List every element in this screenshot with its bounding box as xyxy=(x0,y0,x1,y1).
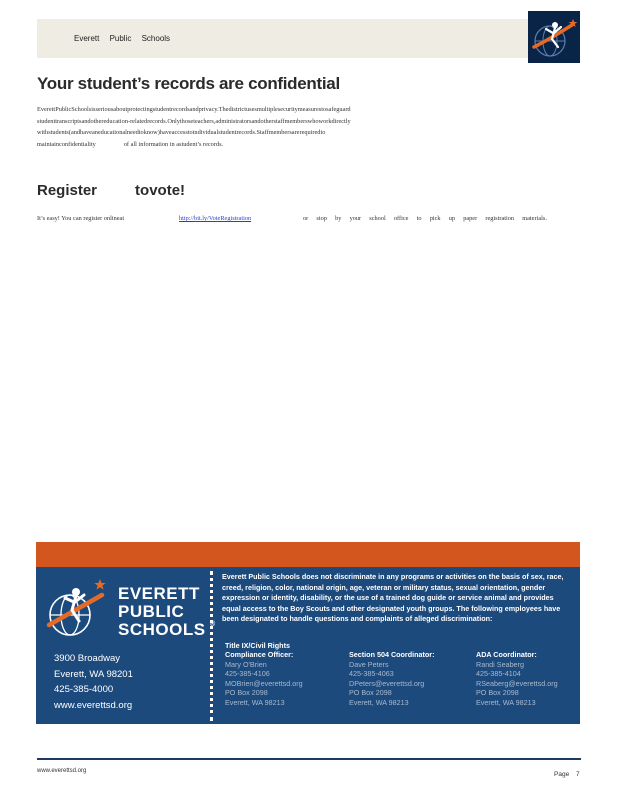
register-word: to xyxy=(416,215,422,222)
address-city: Everett, WA 98201 xyxy=(54,668,133,680)
logo-word-1: EVERETT xyxy=(118,584,200,603)
records-word: those xyxy=(179,117,194,125)
records-word: (and xyxy=(68,129,81,136)
records-word: individual xyxy=(192,129,219,136)
records-word: records. xyxy=(147,117,168,125)
records-word: is xyxy=(91,106,96,113)
records-line-4b: of all information in astudent’s records. xyxy=(123,140,224,148)
page-number xyxy=(554,771,580,778)
coordinator-1-title-line-2: Compliance Officer: xyxy=(225,650,294,659)
register-word: up xyxy=(448,215,456,222)
register-word: stop xyxy=(316,215,327,222)
records-word: have xyxy=(80,129,92,136)
records-word: to xyxy=(187,129,193,136)
records-word: protectingstudent xyxy=(127,106,171,113)
records-word: transcripts xyxy=(55,117,82,125)
register-word: by xyxy=(335,215,342,222)
records-word: The xyxy=(218,106,229,113)
records-word: know) xyxy=(143,129,160,136)
register-word: school xyxy=(369,215,386,222)
records-word: privacy. xyxy=(198,106,219,113)
nondiscrimination-panel xyxy=(36,567,580,724)
coordinator-1-box: PO Box 2098 xyxy=(225,688,268,698)
records-word: security xyxy=(277,106,298,113)
records-line-3 xyxy=(37,127,581,139)
coordinator-2-email[interactable]: DPeters@everettsd.org xyxy=(349,678,425,688)
logo-word-2: PUBLIC xyxy=(118,602,185,621)
records-word: Only xyxy=(167,117,180,125)
coordinator-3-phone: 425-385-4104 xyxy=(476,669,521,679)
header-breadcrumb: Everett Public Schools xyxy=(74,34,171,43)
records-word: with xyxy=(37,129,49,136)
footer-rule xyxy=(37,758,581,760)
address-website[interactable]: www.everettsd.org xyxy=(54,699,133,711)
globe-swoosh-icon xyxy=(528,11,580,63)
register-text-b xyxy=(303,215,547,222)
district-address xyxy=(54,651,133,713)
coordinator-1-title xyxy=(225,641,293,659)
page-label: Page xyxy=(554,771,570,778)
records-word: workdirectly xyxy=(318,117,351,125)
page-number-value: 7 xyxy=(576,771,580,778)
register-word: registration xyxy=(485,215,515,222)
records-word: student xyxy=(37,117,56,125)
coordinator-2-box: PO Box 2098 xyxy=(349,688,392,698)
registered-mark: ® xyxy=(210,621,216,628)
records-word: access xyxy=(171,129,188,136)
records-word: district xyxy=(228,106,246,113)
coordinator-3-title-line: ADA Coordinator: xyxy=(476,650,537,659)
records-word: uses xyxy=(245,106,257,113)
records-word: serious xyxy=(95,106,114,113)
records-word: aneducational xyxy=(91,129,127,136)
register-word: pick xyxy=(429,215,441,222)
records-word: other xyxy=(90,117,104,125)
coordinator-3-name: Randi Seaberg xyxy=(476,660,524,669)
records-word: Schools xyxy=(71,106,92,113)
register-heading-a: Register xyxy=(37,182,98,199)
records-word: members xyxy=(284,117,308,125)
register-word: paper xyxy=(463,215,478,222)
records-word: records xyxy=(171,106,190,113)
records-line-2 xyxy=(37,116,581,128)
eps-logo xyxy=(46,575,216,645)
records-word: who xyxy=(307,117,319,125)
globe-runner-icon xyxy=(46,575,106,645)
records-word: teachers, xyxy=(193,117,216,125)
records-word: -related xyxy=(127,117,148,125)
coordinator-2-title-line: Section 504 Coordinator: xyxy=(349,650,435,659)
dotted-divider xyxy=(210,571,213,721)
register-word: materials. xyxy=(522,215,547,222)
records-word: have xyxy=(159,129,172,136)
coordinator-3-box: PO Box 2098 xyxy=(476,688,519,698)
records-word: and xyxy=(81,117,91,125)
coordinator-3-city: Everett, WA 98213 xyxy=(476,697,536,707)
records-paragraph xyxy=(37,104,581,150)
records-line-4a: maintainconfidentiality xyxy=(37,140,96,148)
coordinator-1-email[interactable]: MOBrien@everettsd.org xyxy=(225,678,303,688)
coordinator-1-name: Mary O'Brien xyxy=(225,660,267,669)
records-word: staff xyxy=(273,117,285,125)
coordinator-1-phone: 425-385-4106 xyxy=(225,669,270,679)
records-word: students xyxy=(48,129,69,136)
register-heading xyxy=(37,182,185,199)
register-word: your xyxy=(349,215,362,222)
records-word: requiredto xyxy=(299,129,326,136)
records-word: education xyxy=(103,117,128,125)
footer-website[interactable]: www.everettsd.org xyxy=(37,768,87,774)
records-word: safeguard xyxy=(326,106,351,113)
coordinator-3-email[interactable]: RSeaberg@everettsd.org xyxy=(476,678,558,688)
records-word: and xyxy=(251,117,261,125)
accent-bar xyxy=(36,542,580,567)
records-word: and xyxy=(189,106,199,113)
coordinator-1-city: Everett, WA 98213 xyxy=(225,697,285,707)
records-word: multiple xyxy=(256,106,278,113)
records-word: Staff xyxy=(256,129,269,136)
records-word: Public xyxy=(55,106,72,113)
coordinator-2-name: Dave Peters xyxy=(349,660,389,669)
records-heading: Your student’s records are confidential xyxy=(37,74,340,93)
records-line-4 xyxy=(37,139,581,151)
coordinator-3-title xyxy=(476,650,537,659)
register-word: office xyxy=(393,215,409,222)
address-street: 3900 Broadway xyxy=(54,653,121,664)
coordinator-1-title-line-1: Title IX/Civil Rights xyxy=(225,641,290,650)
records-word: need xyxy=(126,129,139,136)
records-word: are xyxy=(291,129,300,136)
records-line-1 xyxy=(37,104,581,116)
register-paragraph xyxy=(37,215,547,222)
register-heading-b: tovote! xyxy=(135,182,186,199)
coordinator-2-title xyxy=(349,650,434,659)
register-text-a: It’s easy! You can register onlineat xyxy=(37,215,125,222)
coordinator-2-city: Everett, WA 98213 xyxy=(349,697,409,707)
vote-registration-link[interactable]: http://bit.ly/VoteRegistration xyxy=(179,215,252,222)
coordinator-3-details xyxy=(476,660,558,707)
district-logo xyxy=(528,11,580,63)
records-word: student xyxy=(218,129,237,136)
records-word: about xyxy=(113,106,128,113)
coordinator-1-details xyxy=(225,660,303,707)
records-word: other xyxy=(260,117,274,125)
records-word: to xyxy=(321,106,327,113)
records-word: records. xyxy=(236,129,257,136)
logo-word-3: SCHOOLS xyxy=(118,620,206,639)
records-word: measures xyxy=(297,106,322,113)
coordinator-2-details xyxy=(349,660,424,707)
records-word: to xyxy=(138,129,144,136)
nondiscrimination-notice: Everett Public Schools does not discriminate in any programs or activities on the basis of sex, race, creed, religion, color, national origin, age, veteran or military status, sexual orientation, gender expression or identity, disability, or the use of a trained dog guide or service animal and provides equal access to the Boy Scouts and other designated youth groups. The following employees have been designated to handle questions and complaints of alleged discrimination: xyxy=(222,572,564,624)
register-word: or xyxy=(303,215,309,222)
records-word: Everett xyxy=(37,106,56,113)
coordinator-2-phone: 425-385-4063 xyxy=(349,669,394,679)
address-phone: 425-385-4000 xyxy=(54,684,114,695)
records-word: administrators xyxy=(215,117,252,125)
records-word: members xyxy=(268,129,292,136)
